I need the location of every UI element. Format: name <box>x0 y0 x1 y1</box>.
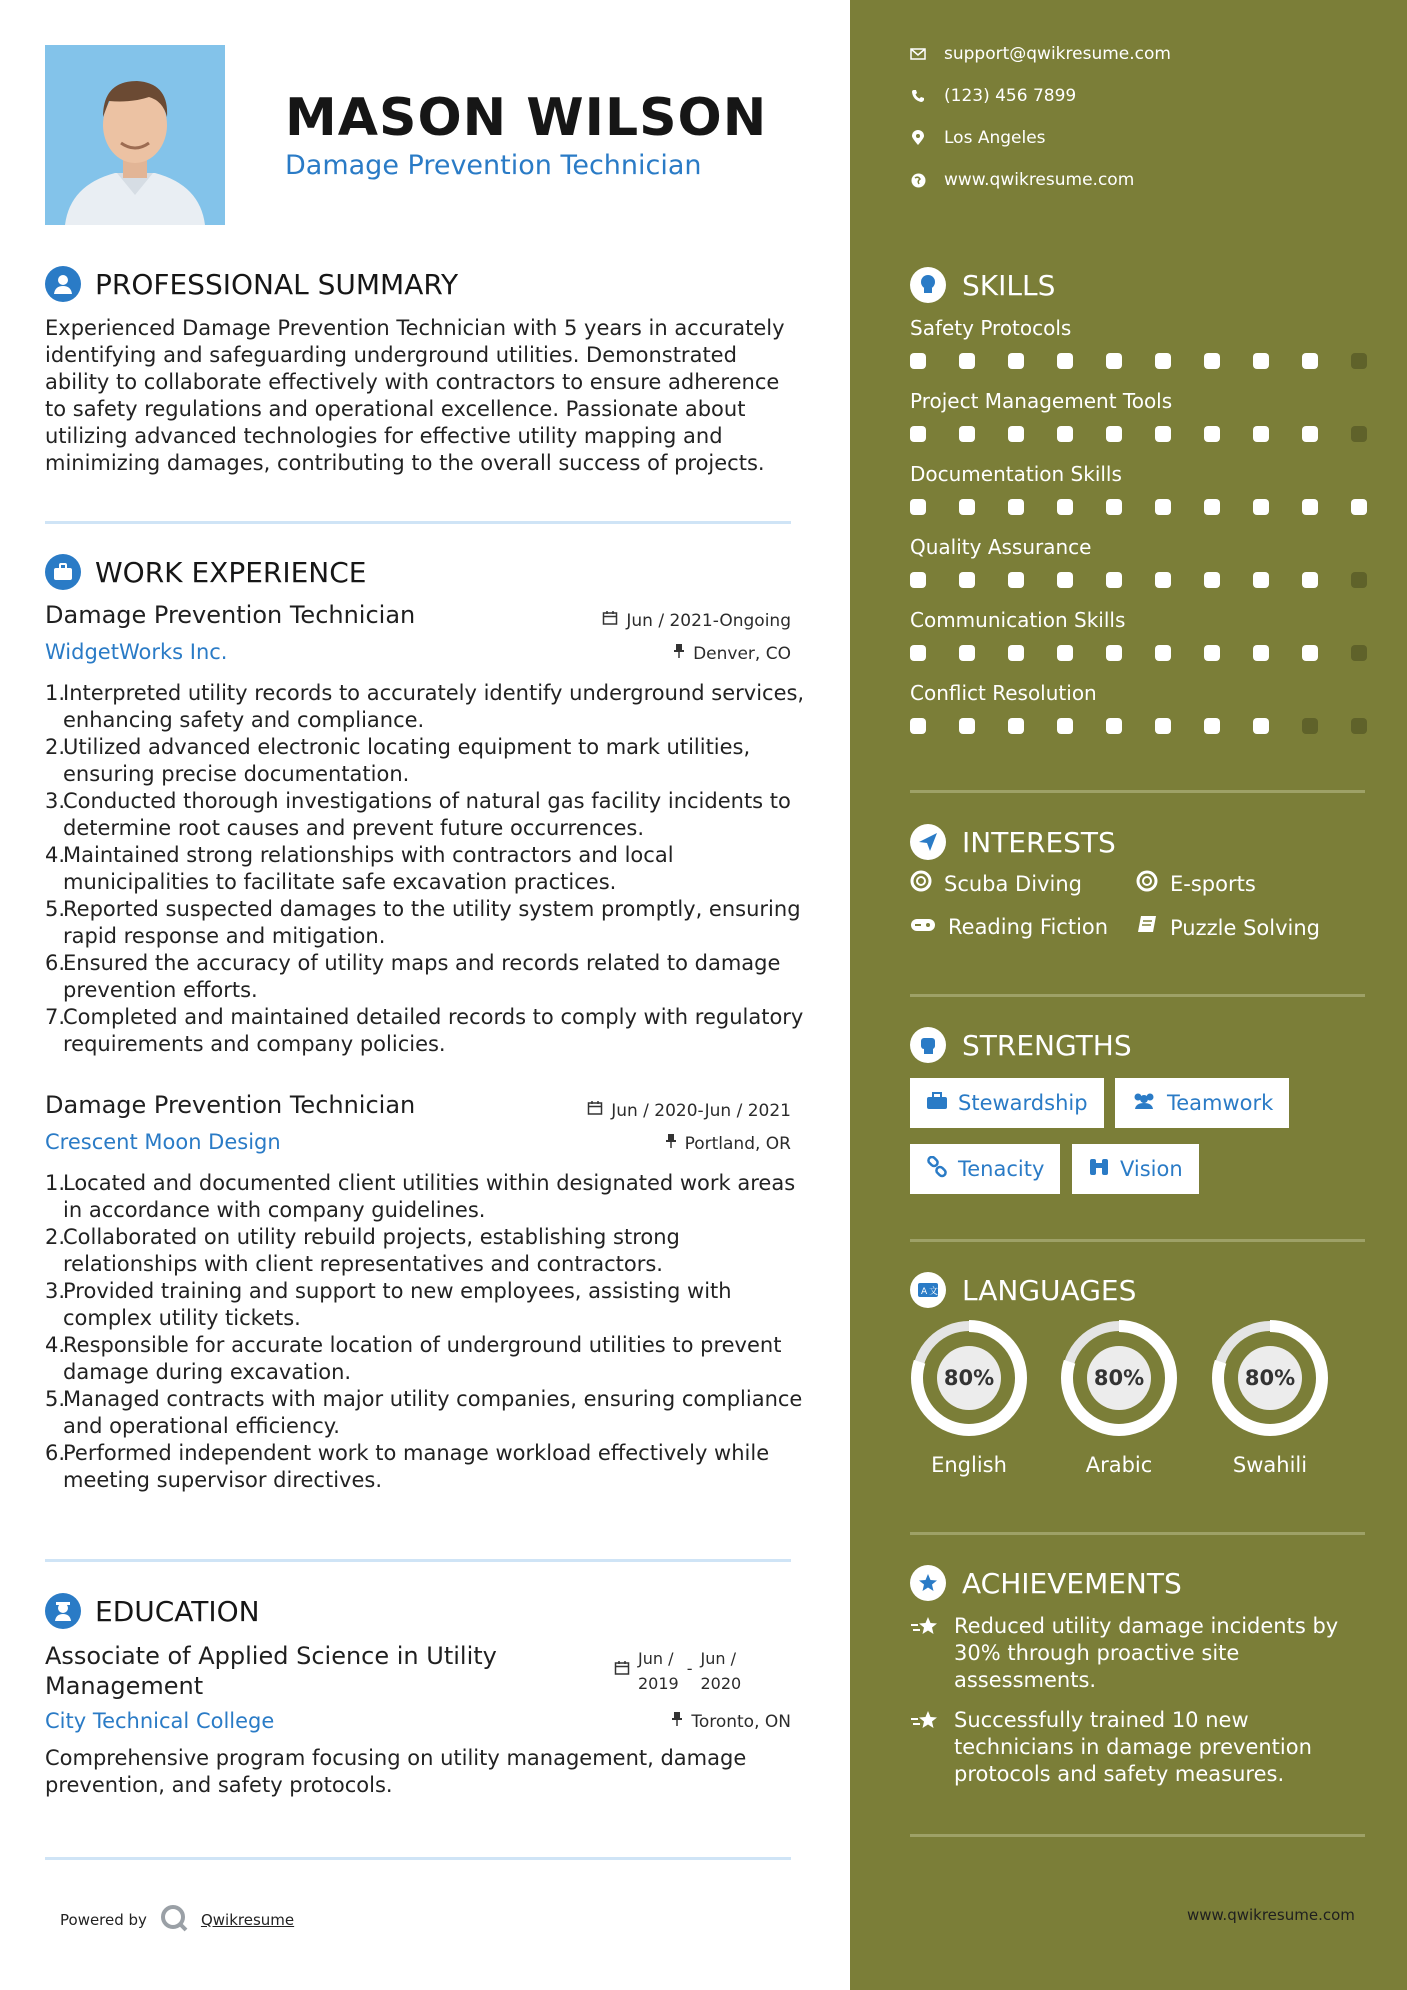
rating-dot <box>1204 572 1220 588</box>
rating-dot <box>1253 572 1269 588</box>
qwikresume-logo-icon <box>159 1903 189 1937</box>
rating-dot <box>1155 718 1171 734</box>
users-icon <box>1131 1091 1157 1115</box>
rating-dot <box>959 426 975 442</box>
rating-dot <box>1057 426 1073 442</box>
language-percent: 80% <box>1244 1366 1296 1390</box>
experience-heading: WORK EXPERIENCE <box>45 554 366 590</box>
rating-dot <box>1057 499 1073 515</box>
rating-dot <box>1253 353 1269 369</box>
list-item: 1. Located and documented client utilities within designated work areas in accordance with company guidelines. <box>45 1171 796 1222</box>
divider <box>910 790 1365 793</box>
rating-dot <box>1204 499 1220 515</box>
job-duties <box>45 1170 805 1494</box>
language-percent: 80% <box>943 1366 995 1390</box>
rating-dot <box>910 572 926 588</box>
rating-dot <box>1008 572 1024 588</box>
calendar-icon <box>614 1646 630 1696</box>
contact-phone[interactable]: (123) 456 7899 <box>910 86 1076 106</box>
rating-dot <box>959 572 975 588</box>
interest-item: Scuba Diving <box>910 870 1082 897</box>
job-location: Portland, OR <box>665 1133 791 1154</box>
skill-label: Documentation Skills <box>910 462 1122 486</box>
rating-dot <box>1302 353 1318 369</box>
language-percent: 80% <box>1093 1366 1145 1390</box>
job-location: Denver, CO <box>673 643 791 664</box>
rating-dot <box>1351 645 1367 661</box>
paper-plane-icon <box>910 824 946 860</box>
skill-label: Conflict Resolution <box>910 681 1097 705</box>
rating-dot <box>1155 353 1171 369</box>
education-location: Toronto, ON <box>671 1711 791 1732</box>
language-name: Arabic <box>1085 1453 1153 1477</box>
job-title: Damage Prevention Technician <box>45 601 416 629</box>
footer-website[interactable]: www.qwikresume.com <box>1187 1906 1355 1924</box>
rating-dot <box>1204 718 1220 734</box>
rating-dot <box>1253 499 1269 515</box>
rating-dot <box>1057 718 1073 734</box>
list-item: 5. Managed contracts with major utility companies, ensuring compliance and operational efficiency. <box>45 1387 803 1438</box>
pin-icon <box>673 643 685 664</box>
rating-dot <box>1106 718 1122 734</box>
divider <box>45 1857 791 1860</box>
strength-badge: Teamwork <box>1115 1078 1289 1128</box>
translate-icon <box>910 1272 946 1308</box>
star-badge-icon <box>910 1565 946 1601</box>
list-item: 3. Provided training and support to new employees, assisting with complex utility tickets. <box>45 1279 732 1330</box>
rating-dot <box>1155 499 1171 515</box>
school-name: City Technical College <box>45 1709 275 1733</box>
language-ring <box>908 1317 1030 1439</box>
divider <box>45 1559 791 1562</box>
map-marker-icon <box>910 130 926 146</box>
language-ring <box>1209 1317 1331 1439</box>
interest-item: Reading Fiction <box>910 915 1108 939</box>
rating-dot <box>1057 645 1073 661</box>
rating-dot <box>1155 572 1171 588</box>
job-dates: Jun / 2020-Jun / 2021 <box>587 1100 791 1121</box>
rating-dot <box>1057 353 1073 369</box>
rating-dot <box>1351 572 1367 588</box>
company-name: Crescent Moon Design <box>45 1130 281 1154</box>
rating-dot <box>1155 426 1171 442</box>
skill-label: Project Management Tools <box>910 389 1173 413</box>
candidate-title: Damage Prevention Technician <box>285 150 702 181</box>
globe-icon <box>910 172 926 188</box>
shooting-star-icon <box>910 1707 940 1788</box>
rating-dot <box>1351 499 1367 515</box>
interest-item: Puzzle Solving <box>1136 915 1320 940</box>
rating-dot <box>959 499 975 515</box>
list-item: 2. Collaborated on utility rebuild projects, establishing strong relationships with client representatives and contractors. <box>45 1225 680 1276</box>
strengths-heading: STRENGTHS <box>910 1027 1132 1063</box>
job-duties <box>45 680 805 1058</box>
rating-dot <box>1106 426 1122 442</box>
list-item: 3. Conducted thorough investigations of natural gas facility incidents to determine root causes and prevent future occurrences. <box>45 789 791 840</box>
rating-dot <box>1302 645 1318 661</box>
rating-dot <box>1057 572 1073 588</box>
book-icon <box>1136 915 1158 940</box>
list-item: 5. Reported suspected damages to the utility system promptly, ensuring rapid response and mitigation. <box>45 897 801 948</box>
language-ring <box>1058 1317 1180 1439</box>
skill-label: Quality Assurance <box>910 535 1092 559</box>
lightbulb-icon <box>910 267 946 303</box>
list-item: 6. Ensured the accuracy of utility maps and records related to damage prevention efforts. <box>45 951 781 1002</box>
divider <box>910 1532 1365 1535</box>
divider <box>45 521 791 524</box>
rating-dot <box>959 718 975 734</box>
degree-title: Associate of Applied Science in Utility Management <box>45 1642 497 1700</box>
achievement-item: Successfully trained 10 new technicians in damage prevention protocols and safety measures. <box>910 1707 1350 1788</box>
rating-dot <box>910 426 926 442</box>
svg-text:文: 文 <box>929 1287 939 1297</box>
rating-dot <box>1204 645 1220 661</box>
language-name: English <box>931 1453 1007 1477</box>
lifebuoy-icon <box>1136 870 1158 897</box>
calendar-icon <box>602 610 618 631</box>
languages-heading: A 文 LANGUAGES <box>910 1272 1136 1308</box>
skill-label: Safety Protocols <box>910 316 1072 340</box>
strength-badge: Stewardship <box>910 1078 1104 1128</box>
rating-dot <box>910 645 926 661</box>
rating-dot <box>1204 426 1220 442</box>
rating-dot <box>1351 353 1367 369</box>
calendar-icon <box>587 1100 603 1121</box>
pin-icon <box>665 1133 677 1154</box>
job-title: Damage Prevention Technician <box>45 1091 416 1119</box>
user-icon <box>45 266 81 302</box>
list-item: 4. Maintained strong relationships with contractors and local municipalities to facilitate safe excavation practices. <box>45 843 674 894</box>
binoculars-icon <box>1088 1157 1110 1182</box>
lifebuoy-icon <box>910 870 932 897</box>
contact-website[interactable]: www.qwikresume.com <box>910 170 1134 190</box>
education-dates: Jun / 2019 - Jun / 2020 <box>614 1646 741 1696</box>
rating-dot <box>1008 499 1024 515</box>
divider <box>910 1239 1365 1242</box>
achievement-item: Reduced utility damage incidents by 30% through proactive site assessments. <box>910 1613 1350 1694</box>
contact-location: Los Angeles <box>910 128 1046 148</box>
interest-item: E-sports <box>1136 870 1256 897</box>
skill-rating <box>910 718 1367 734</box>
rating-dot <box>1351 426 1367 442</box>
list-item: 7. Completed and maintained detailed records to comply with regulatory requirements and company policies. <box>45 1005 804 1056</box>
job-dates: Jun / 2021-Ongoing <box>602 610 791 631</box>
skill-rating <box>910 645 1367 661</box>
list-item: 1. Interpreted utility records to accurately identify underground services, enhancing safety and compliance. <box>45 681 805 732</box>
rating-dot <box>1008 718 1024 734</box>
rating-dot <box>1302 426 1318 442</box>
rating-dot <box>1253 426 1269 442</box>
briefcase-icon <box>45 554 81 590</box>
svg-text:A: A <box>921 1287 928 1297</box>
phone-icon <box>910 88 926 104</box>
envelope-icon <box>910 46 926 62</box>
achievements-heading: ACHIEVEMENTS <box>910 1565 1182 1601</box>
graduate-icon <box>45 1593 81 1629</box>
rating-dot <box>1106 353 1122 369</box>
strength-badge: Tenacity <box>910 1144 1060 1194</box>
strength-badge: Vision <box>1072 1144 1199 1194</box>
language-name: Swahili <box>1232 1453 1308 1477</box>
rating-dot <box>1008 426 1024 442</box>
powered-by: Powered by Qwikresume <box>60 1903 294 1937</box>
rating-dot <box>1351 718 1367 734</box>
rating-dot <box>1106 645 1122 661</box>
fist-icon <box>910 1027 946 1063</box>
rating-dot <box>910 718 926 734</box>
skill-rating <box>910 353 1367 369</box>
company-name: WidgetWorks Inc. <box>45 640 228 664</box>
link-icon <box>926 1156 948 1183</box>
list-item: 6. Performed independent work to manage workload effectively while meeting supervisor directives. <box>45 1441 770 1492</box>
rating-dot <box>1253 645 1269 661</box>
shooting-star-icon <box>910 1613 940 1694</box>
skill-rating <box>910 572 1367 588</box>
rating-dot <box>1008 645 1024 661</box>
divider <box>910 1834 1365 1837</box>
skill-rating <box>910 499 1367 515</box>
rating-dot <box>910 499 926 515</box>
summary-heading: PROFESSIONAL SUMMARY <box>45 266 458 302</box>
profile-photo <box>45 45 225 225</box>
gamepad-icon <box>910 915 936 939</box>
rating-dot <box>959 353 975 369</box>
skill-rating <box>910 426 1367 442</box>
rating-dot <box>1302 499 1318 515</box>
skill-label: Communication Skills <box>910 608 1126 632</box>
education-description: Comprehensive program focusing on utility management, damage prevention, and safety protocols. <box>45 1746 747 1797</box>
interests-heading: INTERESTS <box>910 824 1116 860</box>
rating-dot <box>1302 572 1318 588</box>
briefcase-icon <box>926 1091 948 1115</box>
divider <box>910 994 1365 997</box>
pin-icon <box>671 1711 683 1732</box>
rating-dot <box>1008 353 1024 369</box>
rating-dot <box>1204 353 1220 369</box>
contact-email[interactable]: support@qwikresume.com <box>910 44 1171 64</box>
rating-dot <box>959 645 975 661</box>
skills-heading: SKILLS <box>910 267 1055 303</box>
rating-dot <box>1302 718 1318 734</box>
rating-dot <box>1253 718 1269 734</box>
rating-dot <box>910 353 926 369</box>
rating-dot <box>1155 645 1171 661</box>
education-heading: EDUCATION <box>45 1593 260 1629</box>
qwikresume-link[interactable]: Qwikresume <box>200 1911 295 1929</box>
summary-text: Experienced Damage Prevention Technician with 5 years in accurately identifying and safeguarding underground utilities. Demonstrated ability to collaborate effectively with contractors to ensure adherence to safety regulations and operational excellence. Passionate about utilizing advanced technologies for effective utility mapping and minimizing damages, contributing to the overall success of projects. <box>45 316 785 475</box>
rating-dot <box>1106 572 1122 588</box>
rating-dot <box>1106 499 1122 515</box>
candidate-name: MASON WILSON <box>285 88 768 148</box>
list-item: 4. Responsible for accurate location of underground utilities to prevent damage during excavation. <box>45 1333 782 1384</box>
list-item: 2. Utilized advanced electronic locating equipment to mark utilities, ensuring precise documentation. <box>45 735 751 786</box>
